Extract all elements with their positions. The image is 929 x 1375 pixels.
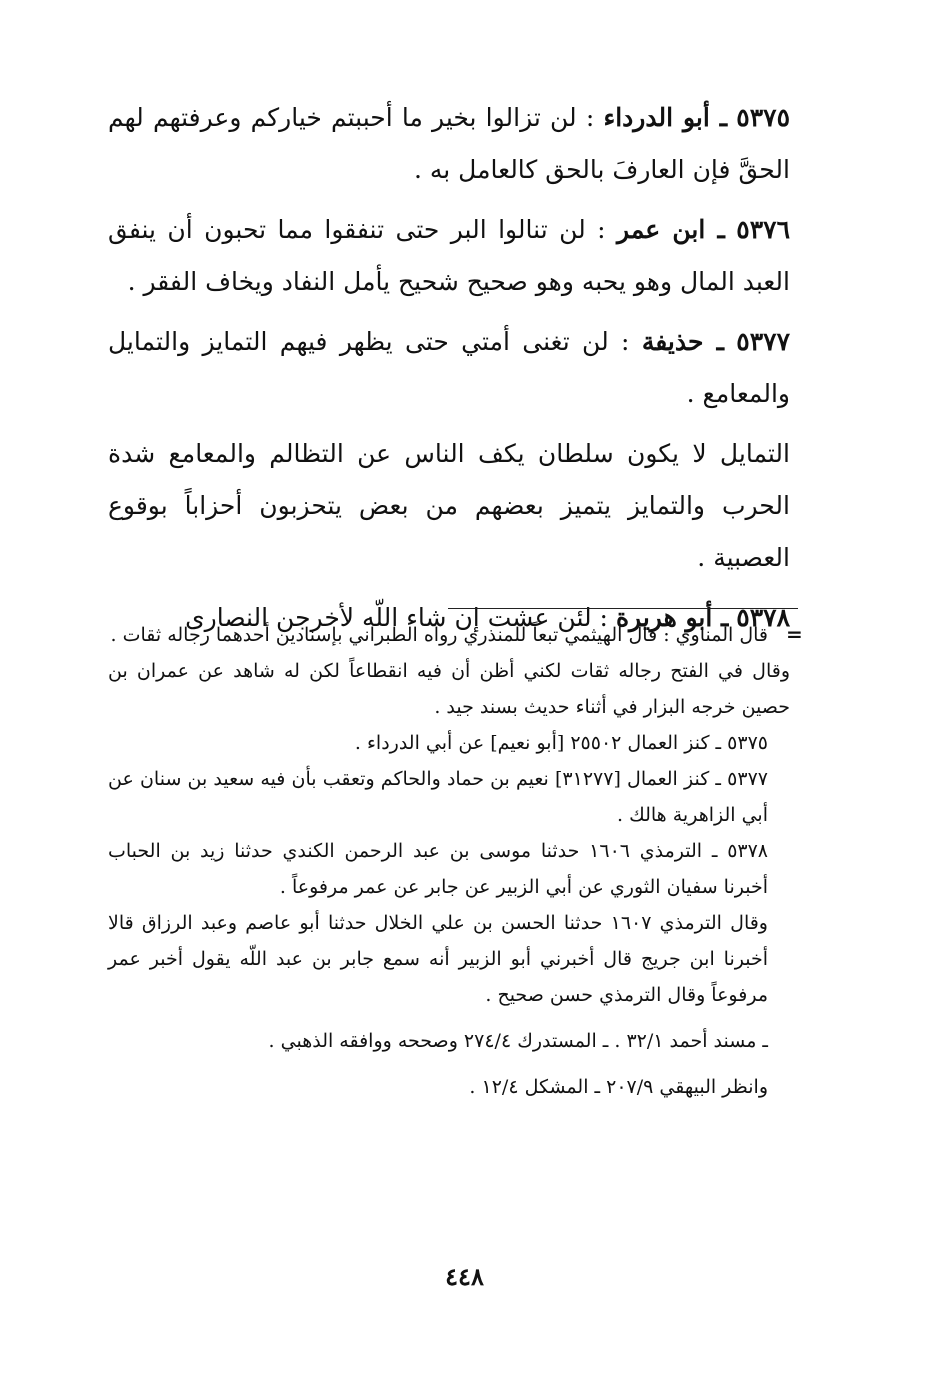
footnote-line: قال المناوي : قال الهيثمي تبعاً للمنذري رواه الطبراني بإسنادين أحدهما رجاله ثقات . (110, 624, 768, 646)
hadith-entry-5375: ٥٣٧٥ ـ أبو الدرداء : لن تزالوا بخير ما أحببتم خياركم وعرفتهم لهم الحقَّ فإن العارفَ بالحق كالعامل به . (108, 103, 790, 184)
footnote-line: ـ مسند أحمد ٣٢/١ . ـ المستدرك ٢٧٤/٤ وصححه ووافقه الذهبي . (268, 1030, 768, 1052)
footnote-line: ٥٣٧٥ ـ كنز العمال ٢٥٥٠٢ [أبو نعيم] عن أبي الدرداء . (354, 732, 768, 754)
entry-text: لئن عشت إن شاء اللّه لأخرجن النصارى (185, 603, 592, 632)
entry-text: لن تغنى أمتي حتى يظهر فيهم التمايز والتمايل والمعامع . (108, 327, 790, 408)
footnote-line: ٥٣٧٨ ـ الترمذي ١٦٠٦ حدثنا موسى بن عبد الرحمن الكندي حدثنا زيد بن الحباب أخبرنا سفيان الثوري عن أبي الزبير عن جابر عن عمر مرفوعاً . (108, 840, 769, 898)
entry-number: ٥٣٧٦ (736, 215, 790, 244)
gloss-paragraph: التمايل لا يكون سلطان يكف الناس عن التظالم والمعامع شدة الحرب والتمايز يتميز بعضهم من بعض يتحزبون أحزاباً بوقوع العصبية . (108, 439, 790, 572)
hadith-entry-5376: ٥٣٧٦ ـ ابن عمر : لن تنالوا البر حتى تنفقوا مما تحبون أن ينفق العبد المال وهو يحبه وهو صحيح شحيح يأمل النفاد ويخاف الفقر . (108, 215, 790, 296)
footnotes (108, 617, 790, 1105)
entry-number: ٥٣٧٥ (736, 103, 790, 132)
footnote-separator (448, 608, 798, 609)
hadith-entry-5378: ٥٣٧٨ ـ أبو هريرة : لئن عشت إن شاء اللّه لأخرجن النصارى (185, 603, 790, 632)
continuation-marker: = (786, 622, 803, 646)
footnote-line: وانظر البيهقي ٢٠٧/٩ ـ المشكل ١٢/٤ . (469, 1076, 768, 1098)
footnote-line: وقال في الفتح رجاله ثقات لكني أظن أن فيه انقطاعاً لكن له شاهد عن عمران بن حصين خرجه البزار في أثناء حديث بسند جيد . (108, 660, 790, 718)
entry-narrator: ابن عمر (617, 215, 706, 244)
entry-text: لن تزالوا بخير ما أحببتم خياركم وعرفتهم لهم الحقَّ فإن العارفَ بالحق كالعامل به . (108, 103, 790, 184)
entry-number: ٥٣٧٧ (736, 327, 790, 356)
entry-number: ٥٣٧٨ (736, 603, 790, 632)
page-number: ٤٤٨ (445, 1262, 484, 1291)
footnote-line: ٥٣٧٧ ـ كنز العمال [٣١٢٧٧] نعيم بن حماد والحاكم وتعقب بأن فيه سعيد بن سنان عن أبي الزاهرية هالك . (108, 768, 768, 826)
entry-narrator: أبو الدرداء (603, 103, 710, 132)
footnote-line: وقال الترمذي ١٦٠٧ حدثنا الحسن بن علي الخلال حدثنا أبو عاصم وعبد الرزاق قالا أخبرنا ابن جريج قال أخبرني أبو الزبير أنه سمع جابر بن عبد اللّه يقول أخبر عمر مرفوعاً وقال الترمذي حسن صحيح . (108, 912, 768, 1006)
entry-text: لن تنالوا البر حتى تنفقوا مما تحبون أن ينفق العبد المال وهو يحبه وهو صحيح شحيح يأمل النفاد ويخاف الفقر . (108, 215, 790, 296)
main-text (108, 92, 790, 652)
entry-narrator: أبو هريرة (615, 603, 713, 632)
entry-narrator: حذيفة (641, 327, 704, 356)
hadith-entry-5377: ٥٣٧٧ ـ حذيفة : لن تغنى أمتي حتى يظهر فيهم التمايز والتمايل والمعامع . (108, 327, 790, 408)
